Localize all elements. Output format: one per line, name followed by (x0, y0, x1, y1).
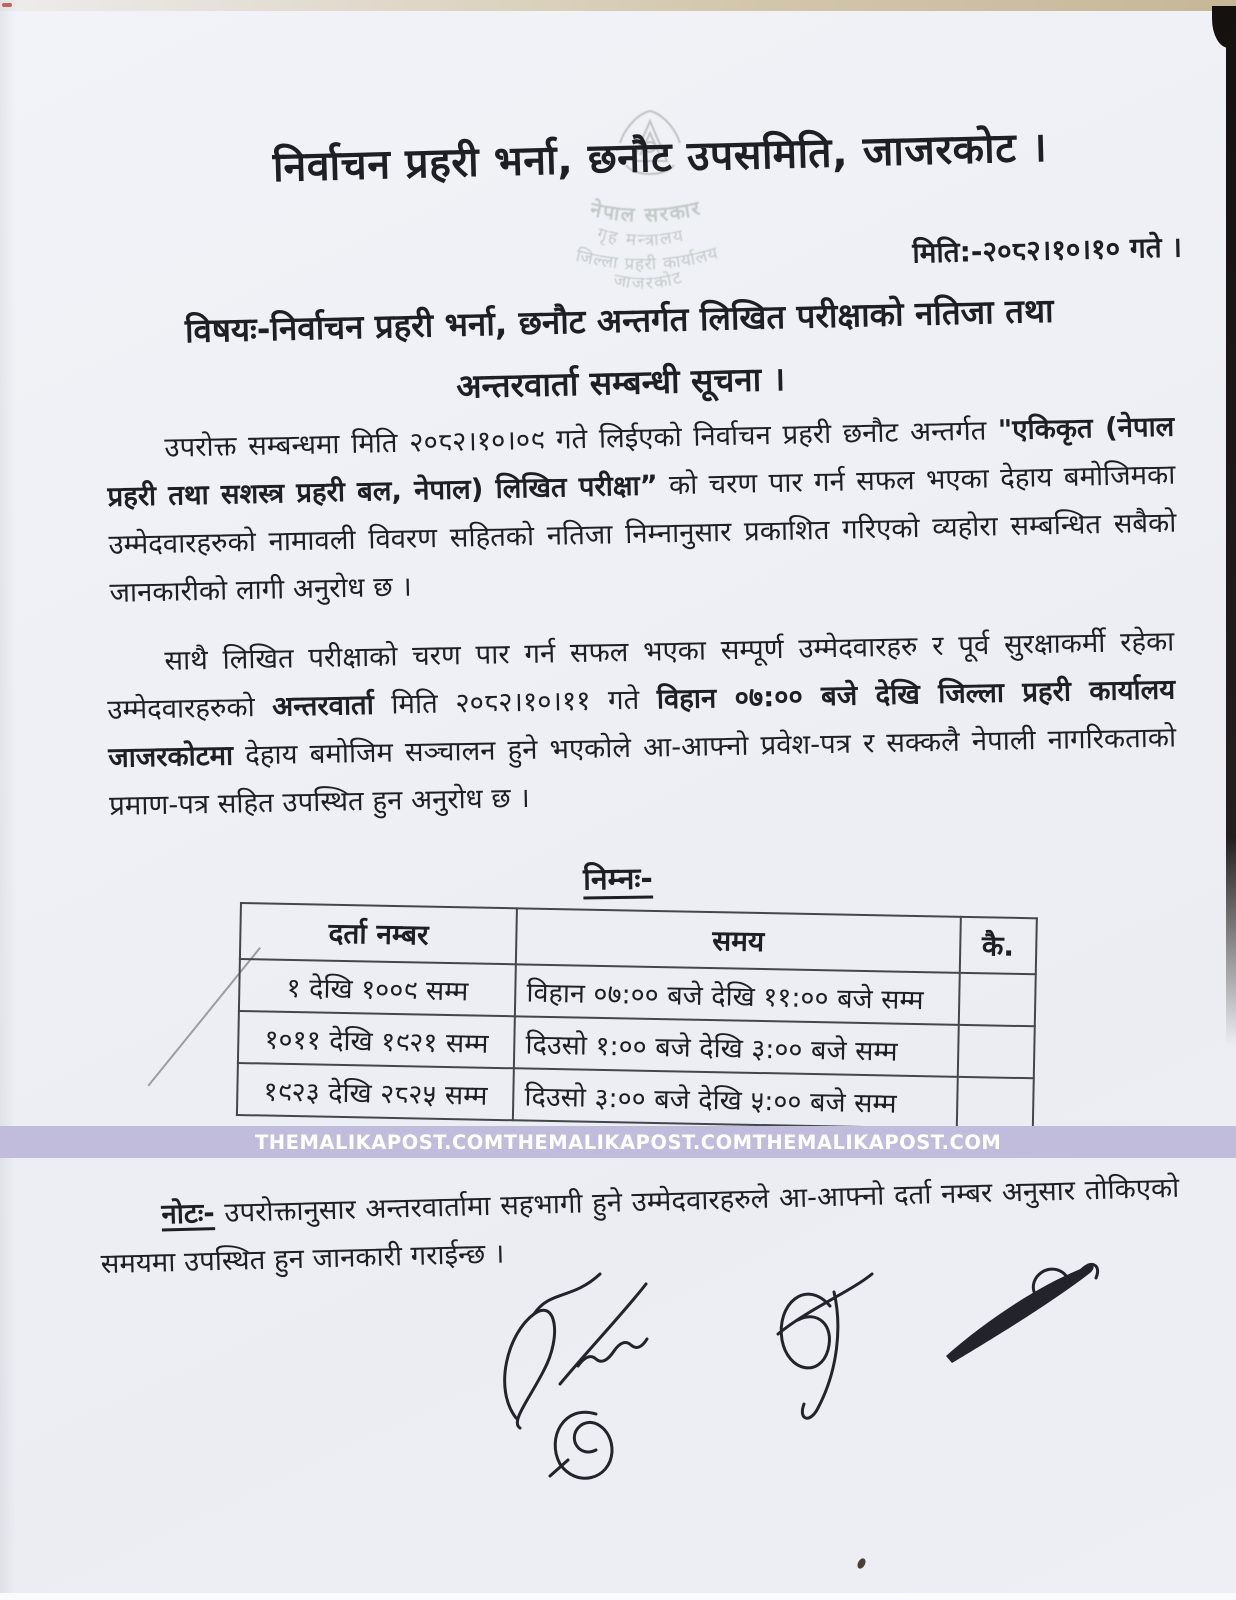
scan-bottom-edge (0, 1593, 1236, 1600)
scan-red-mark (2, 3, 12, 7)
schedule-table (236, 902, 1038, 1131)
watermark-text: THEMALIKAPOST.COM (503, 1130, 753, 1154)
subject-line-2: अन्तरवार्ता सम्बन्धी सूचना । (455, 359, 786, 406)
stamp-text-district: जाजरकोट (612, 267, 686, 294)
svg-text:गृह मन्त्रालय (595, 224, 687, 251)
signature-stroke-3 (946, 1264, 1098, 1363)
stamp-text-ministry: गृह मन्त्रालय (594, 224, 687, 251)
subject-line-1: विषयः-निर्वाचन प्रहरी भर्ना, छनौट अन्तर्गत लिखित परीक्षाको नतिजा तथा (184, 290, 1055, 351)
cell-time-slot: दिउसो ३:०० बजे देखि ५:०० बजे सम्म (513, 1068, 957, 1129)
watermark-band (0, 1126, 1236, 1158)
cell-time-slot: दिउसो १:०० बजे देखि ३:०० बजे सम्म (514, 1016, 958, 1077)
cell-remarks (957, 1025, 1034, 1078)
watermark-row (255, 1126, 1002, 1158)
cell-remarks (958, 973, 1035, 1026)
signatures-block (438, 1248, 1138, 1528)
body-paragraph-results: उपरोक्त सम्बन्धमा मिति २०८२।१०।०९ गते लिईएको निर्वाचन प्रहरी छनौट अन्तर्गत "एकिकृत (नेपाल प्रहरी तथा सशस्त्र प्रहरी बल, नेपाल) लिखित परीक्षा” को चरण पार गर्न सफल भएका देहाय बमोजिमका उम्मेदवारहरुको नामावली विवरण सहितको नतिजा निम्नानुसार प्रकाशित गरिएको व्यहोरा सम्बन्धित सबैको जानकारीको लागी अनुरोध छ । (107, 410, 1177, 609)
col-header-remarks: कै. (959, 917, 1037, 974)
watermark-text: THEMALIKAPOST.COM (752, 1130, 1002, 1154)
schedule-heading (0, 848, 1236, 906)
stamp-text-office: जिल्ला प्रहरी कार्यालय (573, 243, 721, 275)
note-paragraph: नोटः- उपरोक्तानुसार अन्तरवार्तामा सहभागी हुने उम्मेदवारहरुले आ-आफ्नो दर्ता नम्बर अनुसार तोकिएको समयमा उपस्थित हुन जानकारी गराईन्छ । (100, 1171, 1180, 1281)
cell-regno-range: १ देखि १००९ सम्म (239, 959, 516, 1016)
ink-speck (856, 1557, 867, 1570)
scan-top-edge (0, 0, 1236, 11)
col-header-time: समय (516, 908, 960, 972)
cell-regno-range: १०११ देखि १९२१ सम्म (238, 1011, 515, 1068)
signature-stroke-2 (778, 1274, 872, 1418)
body-paragraph-interview: साथै लिखित परीक्षाको चरण पार गर्न सफल भएका सम्पूर्ण उम्मेदवारहरु र पूर्व सुरक्षाकर्मी रहेका उम्मेदवारहरुको अन्तरवार्ता मिति २०८२।१०।११ गते विहान ०७:०० बजे देखि जिल्ला प्रहरी कार्यालय जाजरकोटमा देहाय बमोजिम सञ्चालन हुने भएकोले आ-आफ्नो प्रवेश-पत्र र सक्कलै नेपाली नागरिकताको प्रमाण-पत्र सहित उपस्थित हुन अनुरोध छ । (107, 625, 1177, 822)
cell-time-slot: विहान ०७:०० बजे देखि ११:०० बजे सम्म (515, 964, 959, 1025)
schedule-heading-label: निम्नः- (582, 861, 654, 898)
scan-left-shadow (0, 0, 16, 1600)
cell-remarks (956, 1077, 1033, 1130)
col-header-registration-number: दर्ता नम्बर (240, 903, 517, 964)
stamp-text-government: नेपाल सरकार (588, 195, 704, 227)
cell-regno-range: १९२३ देखि २८२५ सम्म (237, 1063, 514, 1120)
watermark-text: THEMALIKAPOST.COM (255, 1130, 504, 1154)
signature-stroke-1 (505, 1274, 647, 1478)
date-line: मिति:-२०८२।१०।१० गते । (912, 230, 1183, 270)
org-title: निर्वाचन प्रहरी भर्ना, छनौट उपसमिति, जाजरकोट । (272, 122, 1048, 192)
svg-text:नेपाल सरकार (587, 195, 704, 227)
